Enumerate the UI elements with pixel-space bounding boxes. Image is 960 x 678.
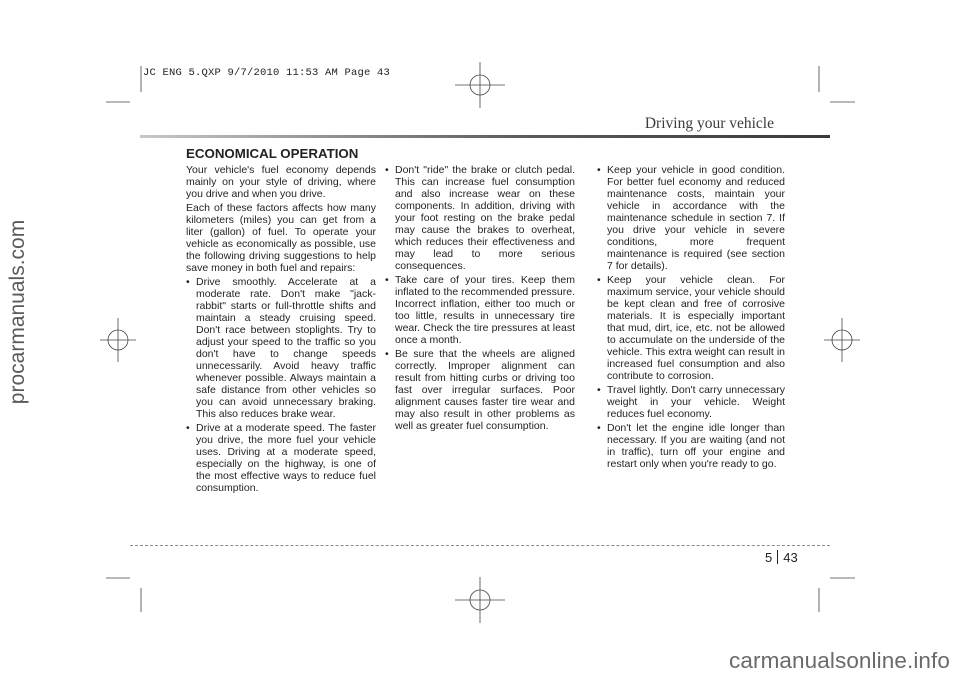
watermark-left: procarmanuals.com — [6, 219, 29, 405]
bullet-text: Drive smoothly. Accelerate at a moderate rate. Don't make "jack-rabbit" starts or full-throttle shifts and maintain a steady cruising speed. Don't race between stoplights. Try to adjust your speed to the traffic so you don't have to change speeds unnecessarily. Avoid heavy traffic whenever possible. Always maintain a safe distance from other vehicles so you can avoid unnecessary braking. This also reduces brake wear. — [196, 276, 376, 420]
paragraph: Each of these factors affects how many kilometers (miles) you can get from a liter (gallon) of fuel. To operate your vehicle as economically as possible, use the following driving suggestions to help save money in both fuel and repairs: — [186, 202, 376, 274]
page-number-value: 43 — [783, 550, 798, 565]
text-column-2 — [385, 164, 575, 434]
registration-mark-bottom — [455, 577, 505, 623]
bullet-icon: • — [186, 276, 190, 288]
registration-mark-top — [455, 62, 505, 108]
bullet-text: Be sure that the wheels are aligned correctly. Improper alignment can result from hitting curbs or driving too fast over irregular surfaces. Poor alignment causes faster tire wear and may also result in other problems as well as greater fuel consumption. — [395, 348, 575, 432]
bullet-item — [385, 274, 575, 346]
bullet-item — [186, 276, 376, 420]
bullet-text: Travel lightly. Don't carry unnecessary weight in your vehicle. Weight reduces fuel economy. — [607, 384, 785, 420]
page-separator — [777, 550, 778, 564]
paragraph: Your vehicle's fuel economy depends mainly on your style of driving, where you drive and when you drive. — [186, 164, 376, 200]
section-title: Driving your vehicle — [644, 115, 774, 132]
bullet-icon: • — [597, 384, 601, 396]
page-number — [765, 550, 798, 565]
bullet-text: Keep your vehicle in good condition. For better fuel economy and reduced maintenance costs, maintain your vehicle in accordance with the maintenance schedule in section 7. If you drive your vehicle in severe conditions, more frequent maintenance is required (see section 7 for details). — [607, 164, 785, 272]
footer-rule — [130, 545, 830, 546]
bullet-icon: • — [186, 422, 190, 434]
bullet-icon: • — [385, 274, 389, 286]
bullet-item — [186, 422, 376, 494]
registration-mark-right — [824, 318, 860, 362]
bullet-text: Don't "ride" the brake or clutch pedal. This can increase fuel consumption and also increase wear on these components. In addition, driving with your foot resting on the brake pedal may cause the brakes to overheat, which reduces their effectiveness and may lead to more serious consequences. — [395, 164, 575, 272]
bullet-text: Keep your vehicle clean. For maximum service, your vehicle should be kept clean and free of corrosive materials. It is especially important that mud, dirt, ice, etc. not be allowed to accumulate on the underside of the vehicle. This extra weight can result in increased fuel consumption and also contribute to corrosion. — [607, 274, 785, 382]
header-rule — [140, 135, 830, 138]
page-heading: ECONOMICAL OPERATION — [186, 146, 359, 161]
bullet-text: Take care of your tires. Keep them inflated to the recommended pressure. Incorrect inflation, either too much or too little, results in unnecessary tire wear. Check the tire pressures at least once a month. — [395, 274, 575, 346]
bullet-icon: • — [597, 164, 601, 176]
bullet-item — [385, 348, 575, 432]
text-column-3 — [597, 164, 785, 472]
bullet-item — [597, 384, 785, 420]
bullet-item — [385, 164, 575, 272]
bullet-icon: • — [385, 164, 389, 176]
bullet-item — [597, 422, 785, 470]
bullet-text: Don't let the engine idle longer than necessary. If you are waiting (and not in traffic), turn off your engine and restart only when you're ready to go. — [607, 422, 785, 470]
bullet-item — [597, 274, 785, 382]
bullet-item — [597, 164, 785, 272]
registration-mark-left — [100, 318, 136, 362]
bullet-icon: • — [597, 422, 601, 434]
bullet-text: Drive at a moderate speed. The faster you drive, the more fuel your vehicle uses. Driving at a moderate speed, especially on the highway, is one of the most effective ways to reduce fuel consumption. — [196, 422, 376, 494]
bullet-icon: • — [597, 274, 601, 286]
watermark-bottom: carmanualsonline.info — [729, 648, 950, 673]
print-slug: JC ENG 5.QXP 9/7/2010 11:53 AM Page 43 — [143, 67, 391, 79]
bullet-icon: • — [385, 348, 389, 360]
text-column-1 — [186, 164, 376, 496]
chapter-number: 5 — [765, 550, 773, 565]
